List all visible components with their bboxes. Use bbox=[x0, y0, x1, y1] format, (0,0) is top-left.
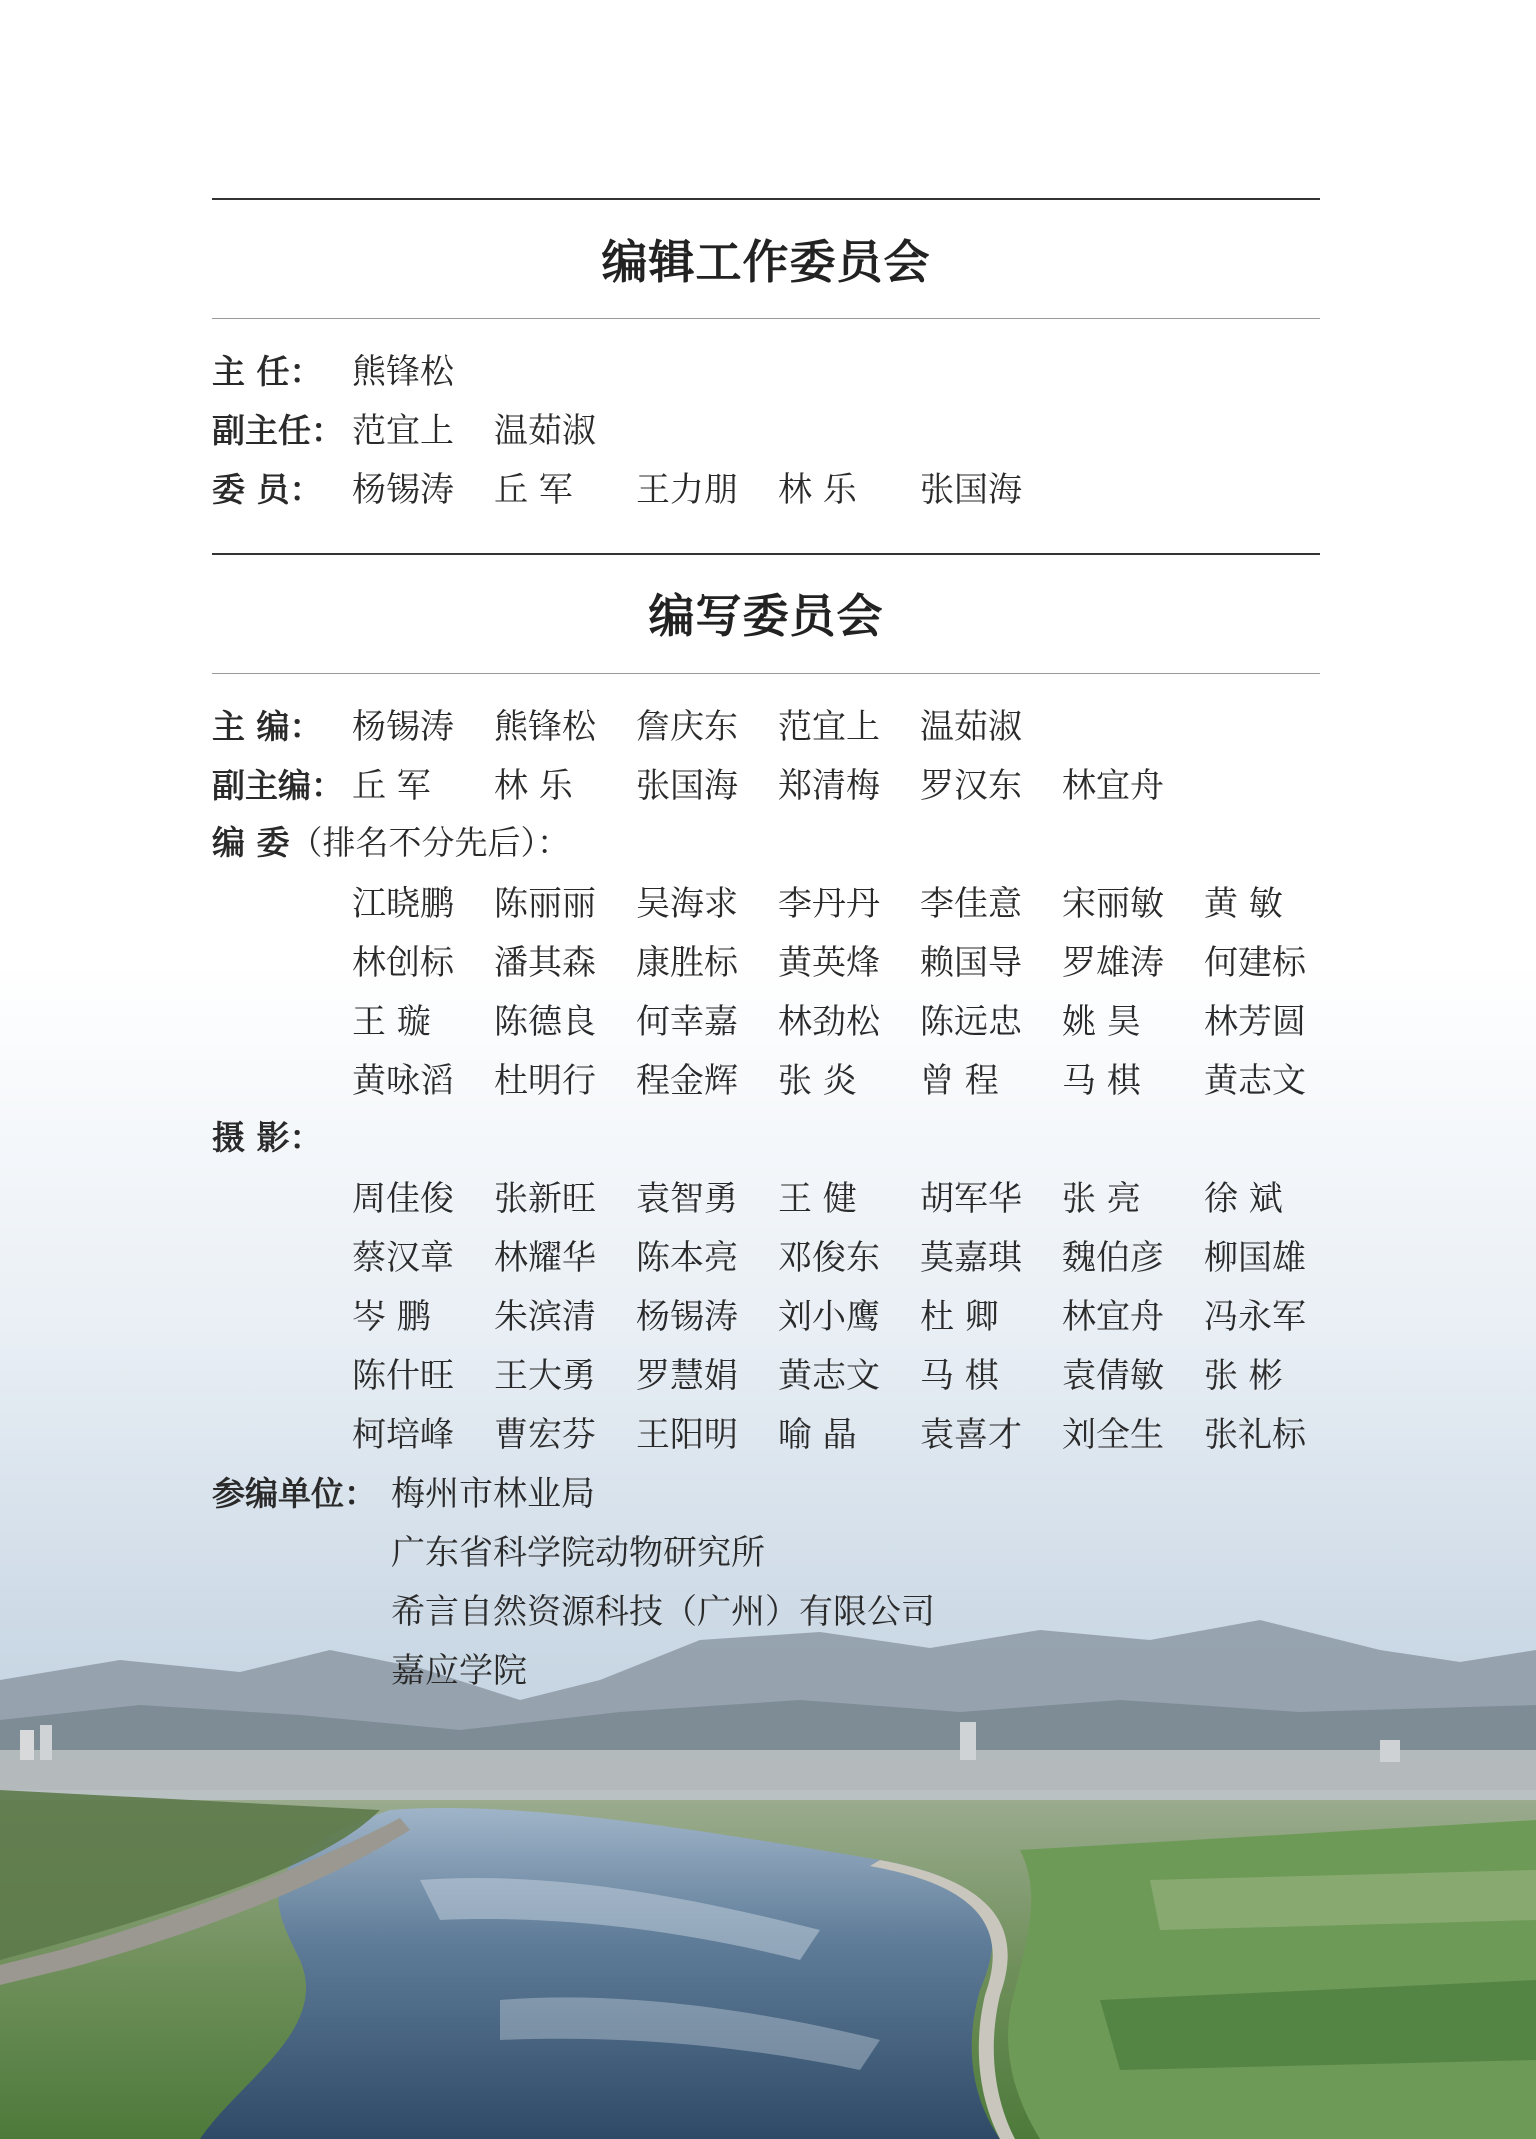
editor-name: 李佳意 bbox=[920, 884, 1022, 924]
editor-name: 黄英烽 bbox=[778, 943, 880, 983]
editors-row bbox=[352, 1053, 1346, 1102]
photographer-name: 蔡汉章 bbox=[352, 1238, 454, 1278]
editor-name: 吴海求 bbox=[636, 884, 738, 924]
editors-note: （排名不分先后）： bbox=[289, 823, 570, 862]
chief-editor-label: 主 编： bbox=[212, 707, 323, 746]
photographer-name: 王 健 bbox=[778, 1179, 857, 1219]
editor-name: 程金辉 bbox=[636, 1061, 738, 1101]
director-row bbox=[212, 344, 454, 393]
chief-editor-name: 杨锡涛 bbox=[352, 707, 454, 747]
photographer-name: 袁智勇 bbox=[636, 1179, 738, 1219]
photographer-name: 林耀华 bbox=[494, 1238, 596, 1278]
deputy-editor-row bbox=[212, 758, 1204, 807]
photography-label-row bbox=[212, 1112, 323, 1159]
photographer-name: 魏伯彦 bbox=[1062, 1238, 1164, 1278]
editor-name: 康胜标 bbox=[636, 943, 738, 983]
editor-name: 黄 敏 bbox=[1204, 884, 1283, 924]
top-rule bbox=[212, 198, 1320, 200]
photographer-name: 马 棋 bbox=[920, 1356, 999, 1396]
photographer-name: 王阳明 bbox=[636, 1415, 738, 1455]
photographer-name: 徐 斌 bbox=[1204, 1179, 1283, 1219]
editor-name: 李丹丹 bbox=[778, 884, 880, 924]
photographer-name: 罗慧娟 bbox=[636, 1356, 738, 1396]
members-row bbox=[212, 462, 1062, 511]
unit-name: 嘉应学院 bbox=[391, 1651, 527, 1691]
deputy-editor-label: 副主编： bbox=[212, 766, 344, 805]
editor-name: 何建标 bbox=[1204, 943, 1306, 983]
editorial-committee-title: 编辑工作委员会 bbox=[601, 235, 931, 289]
photographer-name: 岑 鹏 bbox=[352, 1297, 431, 1337]
photographer-name: 周佳俊 bbox=[352, 1179, 454, 1219]
editor-name: 林芳圆 bbox=[1204, 1002, 1306, 1042]
editor-name: 潘其森 bbox=[494, 943, 596, 983]
member-name: 张国海 bbox=[920, 470, 1022, 510]
photographer-name: 黄志文 bbox=[778, 1356, 880, 1396]
photographers-row bbox=[352, 1348, 1346, 1397]
editors-row bbox=[352, 876, 1346, 925]
photography-label: 摄 影： bbox=[212, 1118, 323, 1157]
photographer-name: 陈本亮 bbox=[636, 1238, 738, 1278]
photographers-row bbox=[352, 1230, 1346, 1279]
member-name: 杨锡涛 bbox=[352, 470, 454, 510]
members-label: 委 员： bbox=[212, 470, 323, 509]
editor-name: 曾 程 bbox=[920, 1061, 999, 1101]
deputy-editor-name: 丘 军 bbox=[352, 766, 431, 806]
photographer-name: 胡军华 bbox=[920, 1179, 1022, 1219]
editor-name: 宋丽敏 bbox=[1062, 884, 1164, 924]
units-row bbox=[212, 1466, 595, 1515]
photographer-name: 杜 卿 bbox=[920, 1297, 999, 1337]
editor-name: 何幸嘉 bbox=[636, 1002, 738, 1042]
chief-editor-row bbox=[212, 699, 1062, 748]
editor-name: 罗雄涛 bbox=[1062, 943, 1164, 983]
title-underline bbox=[212, 318, 1320, 319]
writing-committee-title: 编写委员会 bbox=[648, 589, 884, 643]
unit-name: 希言自然资源科技（广州）有限公司 bbox=[391, 1592, 935, 1632]
editor-name: 陈德良 bbox=[494, 1002, 596, 1042]
photographer-name: 王大勇 bbox=[494, 1356, 596, 1396]
deputy-director-name: 温茹淑 bbox=[494, 411, 596, 451]
deputy-editor-name: 张国海 bbox=[636, 766, 738, 806]
editor-name: 林劲松 bbox=[778, 1002, 880, 1042]
editors-label-row bbox=[212, 817, 570, 864]
editors-row bbox=[352, 935, 1346, 984]
unit-name: 广东省科学院动物研究所 bbox=[391, 1533, 765, 1573]
editor-name: 林创标 bbox=[352, 943, 454, 983]
photographer-name: 袁喜才 bbox=[920, 1415, 1022, 1455]
chief-editor-name: 范宜上 bbox=[778, 707, 880, 747]
photographer-name: 张新旺 bbox=[494, 1179, 596, 1219]
editor-name: 黄咏滔 bbox=[352, 1061, 454, 1101]
editor-name: 姚 昊 bbox=[1062, 1002, 1141, 1042]
photographer-name: 邓俊东 bbox=[778, 1238, 880, 1278]
editor-name: 王 璇 bbox=[352, 1002, 431, 1042]
member-name: 林 乐 bbox=[778, 470, 857, 510]
photographer-name: 陈什旺 bbox=[352, 1356, 454, 1396]
director-name: 熊锋松 bbox=[352, 352, 454, 392]
photographer-name: 张 亮 bbox=[1062, 1179, 1141, 1219]
photographer-name: 林宜舟 bbox=[1062, 1297, 1164, 1337]
editor-name: 马 棋 bbox=[1062, 1061, 1141, 1101]
editor-name: 江晓鹏 bbox=[352, 884, 454, 924]
photographer-name: 袁倩敏 bbox=[1062, 1356, 1164, 1396]
deputy-editor-name: 林 乐 bbox=[494, 766, 573, 806]
member-name: 丘 军 bbox=[494, 470, 573, 510]
chief-editor-name: 温茹淑 bbox=[920, 707, 1022, 747]
editor-name: 赖国导 bbox=[920, 943, 1022, 983]
photographer-name: 喻 晶 bbox=[778, 1415, 857, 1455]
chief-editor-name: 熊锋松 bbox=[494, 707, 596, 747]
deputy-editor-name: 罗汉东 bbox=[920, 766, 1022, 806]
photographer-name: 曹宏芬 bbox=[494, 1415, 596, 1455]
photographer-name: 张礼标 bbox=[1204, 1415, 1306, 1455]
editor-name: 杜明行 bbox=[494, 1061, 596, 1101]
editors-label: 编 委 bbox=[212, 823, 290, 862]
photographer-name: 刘小鹰 bbox=[778, 1297, 880, 1337]
units-label: 参编单位： bbox=[212, 1474, 377, 1513]
photographer-name: 冯永军 bbox=[1204, 1297, 1306, 1337]
photographers-row bbox=[352, 1289, 1346, 1338]
editor-name: 陈远忠 bbox=[920, 1002, 1022, 1042]
photographer-name: 张 彬 bbox=[1204, 1356, 1283, 1396]
editor-name: 陈丽丽 bbox=[494, 884, 596, 924]
section-rule bbox=[212, 553, 1320, 555]
director-label: 主 任： bbox=[212, 352, 323, 391]
photographer-name: 朱滨清 bbox=[494, 1297, 596, 1337]
deputy-editor-name: 林宜舟 bbox=[1062, 766, 1164, 806]
photographers-row bbox=[352, 1407, 1346, 1456]
member-name: 王力朋 bbox=[636, 470, 738, 510]
photographer-name: 柯培峰 bbox=[352, 1415, 454, 1455]
deputy-director-name: 范宜上 bbox=[352, 411, 454, 451]
photographer-name: 莫嘉琪 bbox=[920, 1238, 1022, 1278]
editor-name: 张 炎 bbox=[778, 1061, 857, 1101]
title-underline bbox=[212, 673, 1320, 674]
photographers-row bbox=[352, 1171, 1346, 1220]
photographer-name: 刘全生 bbox=[1062, 1415, 1164, 1455]
photographer-name: 杨锡涛 bbox=[636, 1297, 738, 1337]
unit-name: 梅州市林业局 bbox=[391, 1474, 595, 1514]
photographer-name: 柳国雄 bbox=[1204, 1238, 1306, 1278]
deputy-director-label: 副主任： bbox=[212, 411, 344, 450]
editor-name: 黄志文 bbox=[1204, 1061, 1306, 1101]
deputy-director-row bbox=[212, 403, 636, 452]
deputy-editor-name: 郑清梅 bbox=[778, 766, 880, 806]
chief-editor-name: 詹庆东 bbox=[636, 707, 738, 747]
editors-row bbox=[352, 994, 1346, 1043]
